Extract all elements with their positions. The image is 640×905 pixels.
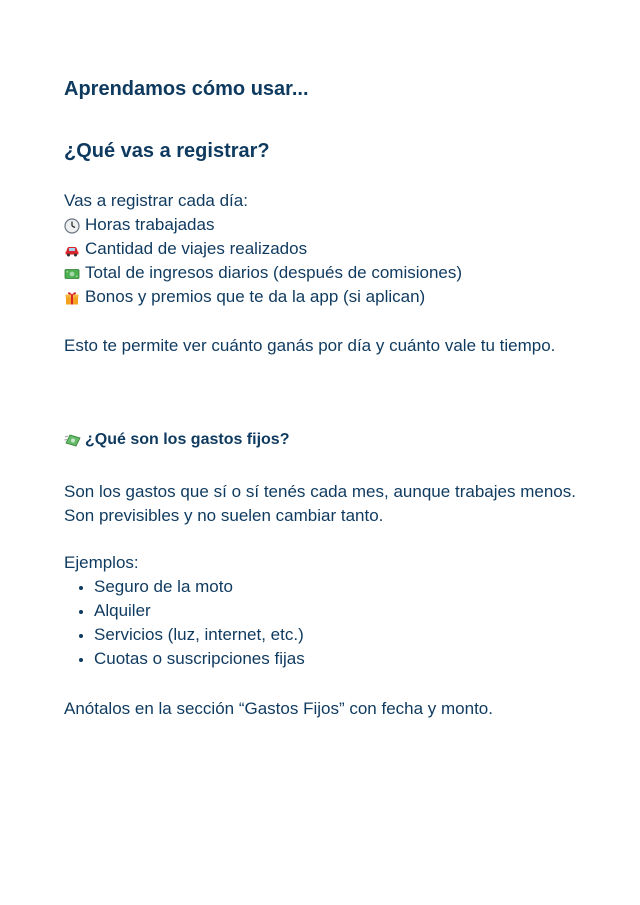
register-list-block bbox=[64, 189, 576, 309]
list-item bbox=[64, 285, 576, 309]
register-item-label: Cantidad de viajes realizados bbox=[85, 239, 308, 258]
fixed-costs-section bbox=[64, 431, 576, 449]
register-item-label: Horas trabajadas bbox=[85, 215, 215, 234]
register-list bbox=[64, 213, 576, 309]
car-icon bbox=[64, 241, 80, 257]
register-intro: Vas a registrar cada día: bbox=[64, 191, 248, 210]
list-item: • Seguro de la moto bbox=[94, 575, 576, 599]
examples-label: Ejemplos: bbox=[64, 553, 139, 572]
register-heading: ¿Qué vas a registrar? bbox=[64, 140, 270, 162]
money-flying-icon bbox=[64, 432, 82, 448]
fixed-costs-heading-row bbox=[64, 431, 576, 449]
list-item bbox=[64, 213, 576, 237]
register-note-block bbox=[64, 334, 576, 358]
examples-block bbox=[64, 551, 576, 671]
register-section bbox=[64, 140, 576, 163]
list-item bbox=[64, 237, 576, 261]
list-item: • Alquiler bbox=[94, 599, 576, 623]
fixed-costs-description-block bbox=[64, 480, 576, 528]
fixed-costs-description: Son los gastos que sí o sí tenés cada mes, aunque trabajes menos. Son previsibles y no suelen cambiar tanto. bbox=[64, 482, 576, 525]
money-icon bbox=[64, 265, 80, 281]
list-item bbox=[64, 261, 576, 285]
page-title-block bbox=[64, 78, 576, 101]
clock-icon bbox=[64, 217, 80, 233]
closing-text: Anótalos en la sección “Gastos Fijos” con fecha y monto. bbox=[64, 699, 493, 718]
fixed-costs-heading: ¿Qué son los gastos fijos? bbox=[85, 431, 290, 448]
gift-icon bbox=[64, 289, 80, 305]
register-note: Esto te permite ver cuánto ganás por día y cuánto vale tu tiempo. bbox=[64, 336, 556, 355]
page-title: Aprendamos cómo usar... bbox=[64, 78, 309, 100]
closing-block bbox=[64, 697, 576, 721]
register-item-label: Total de ingresos diarios (después de comisiones) bbox=[85, 263, 463, 282]
list-item: • Servicios (luz, internet, etc.) bbox=[94, 623, 576, 647]
register-item-label: Bonos y premios que te da la app (si aplican) bbox=[85, 287, 426, 306]
examples-list bbox=[64, 575, 576, 671]
list-item: • Cuotas o suscripciones fijas bbox=[94, 647, 576, 671]
